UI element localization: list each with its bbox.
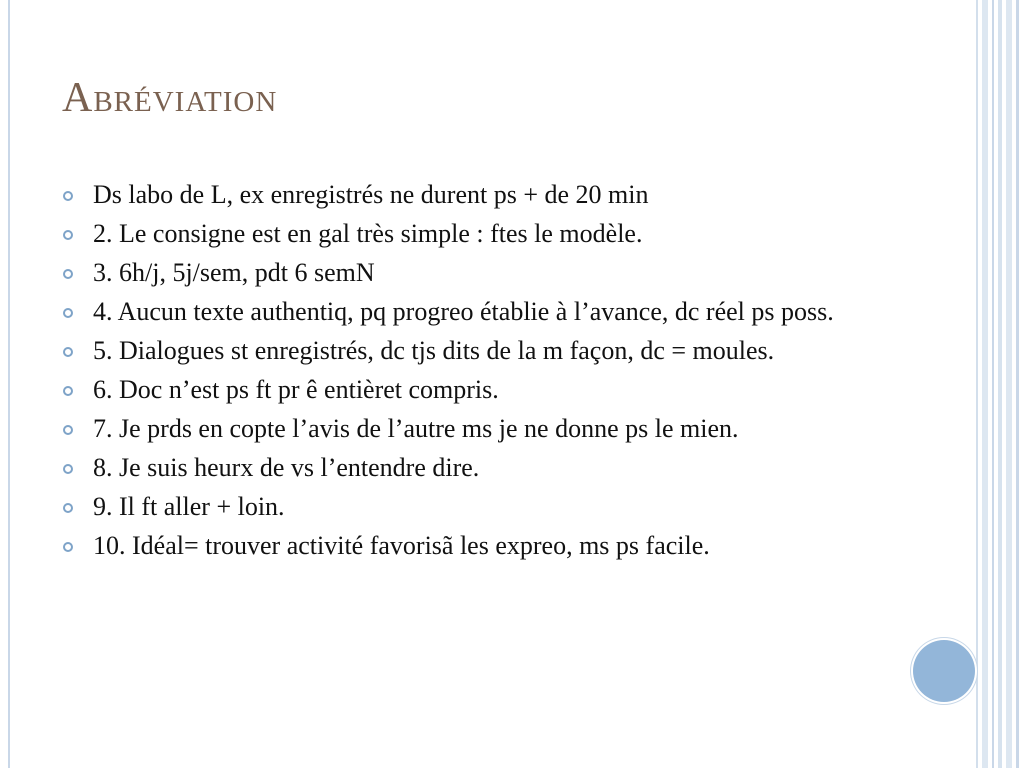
list-item-text: Ds labo de L, ex enregistrés ne durent ps + de 20 min (93, 180, 649, 209)
ring-bullet-icon (63, 308, 73, 318)
list-item (62, 453, 882, 482)
ring-bullet-icon (63, 503, 73, 513)
ring-bullet-icon (63, 347, 73, 357)
left-decorative-rule (8, 0, 10, 768)
list-item-text: 8. Je suis heurx de vs l’entendre dire. (93, 453, 480, 482)
slide-title: Abréviation (62, 75, 278, 121)
ring-bullet-icon (63, 269, 73, 279)
list-item-text: 4. Aucun texte authentiq, pq progreo établie à l’avance, dc réel ps poss. (93, 297, 834, 326)
list-item (62, 492, 882, 521)
ring-bullet-icon (63, 230, 73, 240)
list-item-text: 10. Idéal= trouver activité favorisã les expreo, ms ps facile. (93, 531, 710, 560)
list-item-text: 9. Il ft aller + loin. (93, 492, 285, 521)
list-item (62, 258, 882, 287)
list-item (62, 531, 882, 560)
list-item-text: 7. Je prds en copte l’avis de l’autre ms je ne donne ps le mien. (93, 414, 739, 443)
list-item (62, 297, 882, 326)
decorative-circle (913, 640, 975, 702)
list-item-text: 3. 6h/j, 5j/sem, pdt 6 semN (93, 258, 375, 287)
list-item (62, 219, 882, 248)
list-item (62, 375, 882, 404)
right-decorative-border (976, 0, 1024, 768)
list-item (62, 180, 882, 209)
list-item-text: 6. Doc n’est ps ft pr ê entièret compris. (93, 375, 499, 404)
bullet-list (62, 180, 882, 570)
list-item-text: 5. Dialogues st enregistrés, dc tjs dits de la m façon, dc = moules. (93, 336, 775, 365)
list-item (62, 414, 882, 443)
ring-bullet-icon (63, 542, 73, 552)
ring-bullet-icon (63, 191, 73, 201)
list-item-text: 2. Le consigne est en gal très simple : ftes le modèle. (93, 219, 643, 248)
ring-bullet-icon (63, 386, 73, 396)
list-item (62, 336, 882, 365)
ring-bullet-icon (63, 425, 73, 435)
ring-bullet-icon (63, 464, 73, 474)
